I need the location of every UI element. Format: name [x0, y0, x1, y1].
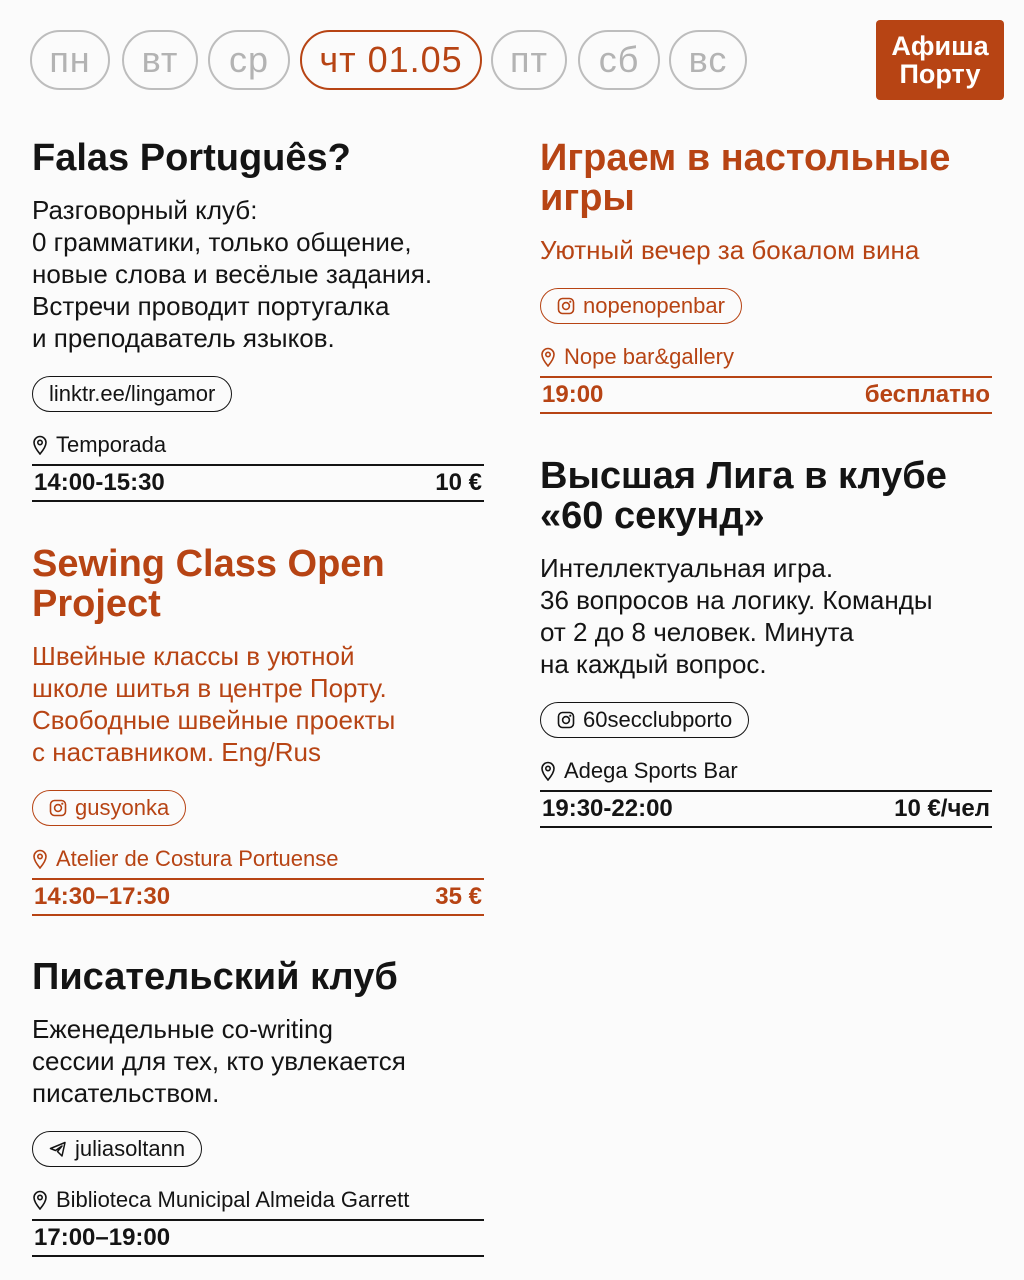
event-time-price-bar — [32, 1219, 484, 1257]
location-pin-icon — [540, 347, 556, 367]
instagram-icon — [557, 297, 575, 315]
event-card-falas-portugues — [32, 138, 484, 502]
event-link-label: nopenopenbar — [583, 293, 725, 318]
location-pin-icon — [540, 761, 556, 781]
day-tab-sat[interactable]: сб — [578, 30, 660, 90]
event-title: Sewing Class Open Project — [32, 543, 385, 625]
event-title: Высшая Лига в клубе «60 секунд» — [540, 455, 947, 537]
event-description: Интеллектуальная игра. 36 вопросов на логику. Команды от 2 до 8 человек. Минута на каждый вопрос. — [540, 553, 933, 679]
instagram-icon — [49, 799, 67, 817]
event-price: 35 € — [435, 883, 482, 910]
afisha-porto-logo — [876, 20, 1004, 100]
event-time: 14:00-15:30 — [34, 469, 165, 496]
event-location — [540, 344, 992, 370]
day-tab-sun[interactable]: вс — [669, 30, 747, 90]
event-location — [540, 758, 992, 784]
event-title: Falas Português? — [32, 137, 351, 179]
event-time-price-bar — [540, 790, 992, 828]
event-location-label: Adega Sports Bar — [564, 758, 738, 783]
event-description: Разговорный клуб: 0 грамматики, только общение, новые слова и весёлые задания. Встречи проводит португалка и преподаватель языков. — [32, 195, 433, 353]
event-location — [32, 846, 484, 872]
event-description: Уютный вечер за бокалом вина — [540, 235, 920, 265]
event-title: Играем в настольные игры — [540, 137, 951, 219]
day-tab-mon[interactable]: пн — [30, 30, 110, 90]
event-location-label: Biblioteca Municipal Almeida Garrett — [56, 1187, 410, 1212]
day-tab-thu-active[interactable]: чт 01.05 — [300, 30, 482, 90]
location-pin-icon — [32, 849, 48, 869]
event-card-board-games — [540, 138, 992, 414]
event-location — [32, 1187, 484, 1213]
event-card-sewing-class — [32, 544, 484, 916]
event-price: бесплатно — [864, 381, 990, 408]
event-link-label: gusyonka — [75, 795, 170, 820]
event-price: 10 €/чел — [894, 795, 990, 822]
event-link[interactable] — [32, 1131, 202, 1167]
telegram-icon — [49, 1140, 67, 1158]
event-link-label: juliasoltann — [75, 1136, 186, 1161]
event-time: 19:00 — [542, 381, 604, 408]
day-tab-fri[interactable]: пт — [491, 30, 567, 90]
event-time-price-bar — [32, 464, 484, 502]
event-time-price-bar — [32, 878, 484, 916]
event-time-price-bar — [540, 376, 992, 414]
event-link-label: linktr.ee/lingamor — [49, 381, 216, 406]
logo-line-1: Афиша — [891, 31, 989, 61]
instagram-icon — [557, 711, 575, 729]
event-link-label: 60secclubporto — [583, 707, 733, 732]
event-location — [32, 432, 484, 458]
event-link[interactable] — [540, 288, 742, 324]
day-tab-wed[interactable]: ср — [208, 30, 290, 90]
day-tab-tue[interactable]: вт — [122, 30, 198, 90]
event-description: Еженедельные co-writing сессии для тех, кто увлекается писательством. — [32, 1014, 406, 1108]
event-link[interactable] — [540, 702, 749, 738]
location-pin-icon — [32, 435, 48, 455]
event-time: 17:00–19:00 — [34, 1224, 171, 1251]
event-price: 10 € — [435, 469, 482, 496]
event-card-writing-club — [32, 957, 484, 1257]
event-location-label: Temporada — [56, 432, 167, 457]
event-location-label: Atelier de Costura Portuense — [56, 846, 339, 871]
location-pin-icon — [32, 1190, 48, 1210]
event-description: Швейные классы в уютной школе шитья в центре Порту. Свободные швейные проекты с наставником. Eng/Rus — [32, 641, 396, 767]
event-link[interactable] — [32, 790, 186, 826]
event-card-quiz-league — [540, 456, 992, 828]
event-link[interactable] — [32, 376, 232, 412]
event-time: 19:30-22:00 — [542, 795, 673, 822]
event-title: Писательский клуб — [32, 956, 398, 998]
logo-line-2: Порту — [899, 59, 981, 89]
event-location-label: Nope bar&gallery — [564, 344, 734, 369]
event-time: 14:30–17:30 — [34, 883, 171, 910]
